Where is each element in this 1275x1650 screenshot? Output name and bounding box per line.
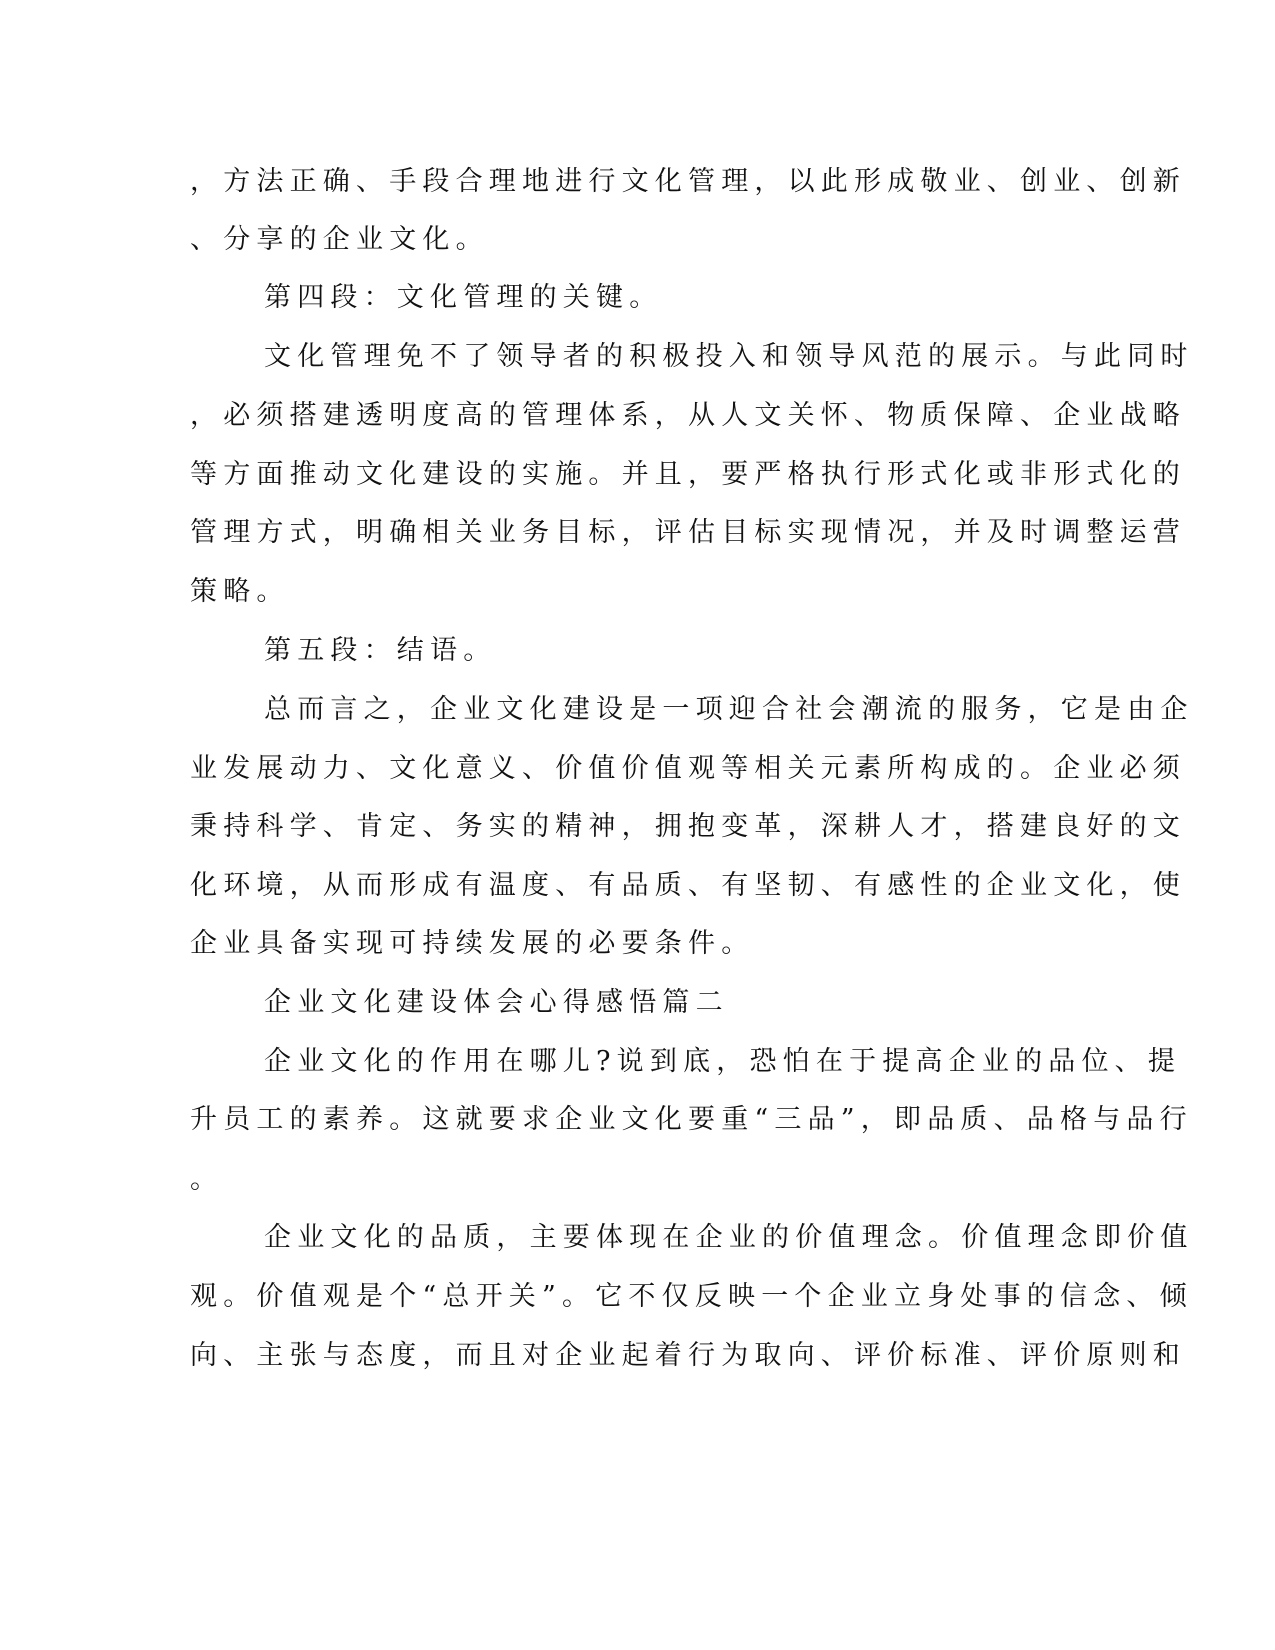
text-line: 向、主张与态度，而且对企业起着行为取向、评价标准、评价原则和 xyxy=(190,1340,1186,1371)
section-heading: 第四段：文化管理的关键。 xyxy=(264,282,663,313)
text-line: 企业文化的作用在哪儿?说到底，恐怕在于提高企业的品位、提 xyxy=(264,1046,1182,1077)
text-line: 升员工的素养。这就要求企业文化要重“三品”，即品质、品格与品行 xyxy=(190,1104,1193,1135)
text-line: ，方法正确、手段合理地进行文化管理，以此形成敬业、创业、创新 xyxy=(190,166,1186,197)
text-line: 观。价值观是个“总开关”。它不仅反映一个企业立身处事的信念、倾 xyxy=(190,1281,1193,1312)
article-title: 企业文化建设体会心得感悟篇二 xyxy=(264,987,729,1018)
text-line: 化环境，从而形成有温度、有品质、有坚韧、有感性的企业文化，使 xyxy=(190,870,1186,901)
section-heading: 第五段：结语。 xyxy=(264,635,497,666)
text-line: 秉持科学、肯定、务实的精神，拥抱变革，深耕人才，搭建良好的文 xyxy=(190,811,1186,842)
text-line: 管理方式，明确相关业务目标，评估目标实现情况，并及时调整运营 xyxy=(190,517,1186,548)
text-line: 、分享的企业文化。 xyxy=(190,224,489,255)
text-line: 企业文化的品质，主要体现在企业的价值理念。价值理念即价值 xyxy=(264,1222,1194,1253)
text-line: ，必须搭建透明度高的管理体系，从人文关怀、物质保障、企业战略 xyxy=(190,400,1186,431)
text-line: 企业具备实现可持续发展的必要条件。 xyxy=(190,928,755,959)
text-line: 策略。 xyxy=(190,576,290,607)
text-line: 业发展动力、文化意义、价值价值观等相关元素所构成的。企业必须 xyxy=(190,753,1186,784)
text-line: 。 xyxy=(190,1164,224,1195)
text-line: 文化管理免不了领导者的积极投入和领导风范的展示。与此同时 xyxy=(264,341,1194,372)
text-line: 总而言之，企业文化建设是一项迎合社会潮流的服务，它是由企 xyxy=(264,694,1194,725)
text-line: 等方面推动文化建设的实施。并且，要严格执行形式化或非形式化的 xyxy=(190,459,1186,490)
